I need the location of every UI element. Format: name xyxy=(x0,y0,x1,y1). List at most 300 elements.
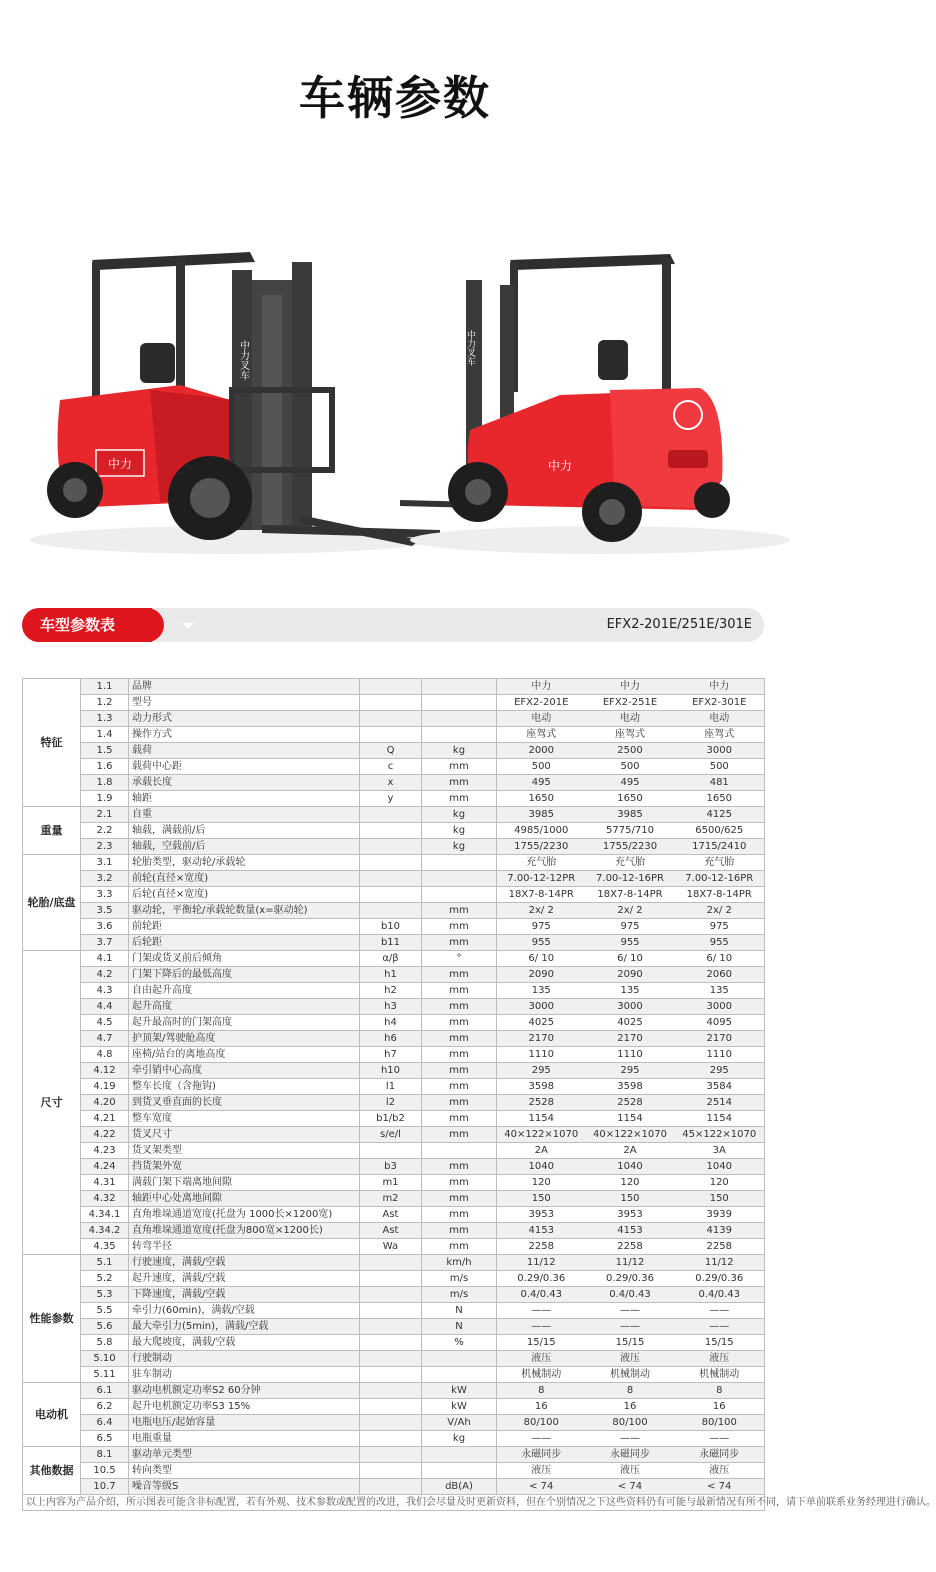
spec-table-header xyxy=(22,608,764,642)
row-number: 10.7 xyxy=(81,1479,129,1495)
row-number: 2.2 xyxy=(81,823,129,839)
value-301e: 15/15 xyxy=(675,1335,765,1351)
param-unit: ° xyxy=(422,951,497,967)
value-201e: 18X7-8-14PR xyxy=(497,887,586,903)
param-unit xyxy=(422,855,497,871)
param-name: 门架或货叉前后倾角 xyxy=(129,951,360,967)
param-name: 前轮(直径×宽度) xyxy=(129,871,360,887)
value-251e: 8 xyxy=(586,1383,675,1399)
value-201e: 15/15 xyxy=(497,1335,586,1351)
value-201e: 955 xyxy=(497,935,586,951)
value-251e: 2528 xyxy=(586,1095,675,1111)
table-row xyxy=(23,1079,765,1095)
table-row xyxy=(23,855,765,871)
param-name: 整车长度（含拖钩) xyxy=(129,1079,360,1095)
value-301e: 16 xyxy=(675,1399,765,1415)
param-name: 承载长度 xyxy=(129,775,360,791)
param-unit xyxy=(422,1351,497,1367)
table-row xyxy=(23,1031,765,1047)
param-unit xyxy=(422,727,497,743)
value-301e: 500 xyxy=(675,759,765,775)
row-number: 5.8 xyxy=(81,1335,129,1351)
row-number: 4.8 xyxy=(81,1047,129,1063)
value-251e: 3953 xyxy=(586,1207,675,1223)
row-number: 1.8 xyxy=(81,775,129,791)
value-201e: 2528 xyxy=(497,1095,586,1111)
table-row xyxy=(23,1399,765,1415)
param-name: 载荷中心距 xyxy=(129,759,360,775)
value-201e: 295 xyxy=(497,1063,586,1079)
row-number: 4.22 xyxy=(81,1127,129,1143)
param-symbol xyxy=(360,1367,422,1383)
value-251e: 0.29/0.36 xyxy=(586,1271,675,1287)
value-301e: 955 xyxy=(675,935,765,951)
mast-brand-right: 中力叉车 xyxy=(465,330,475,366)
param-unit: mm xyxy=(422,1047,497,1063)
param-symbol: h1 xyxy=(360,967,422,983)
param-name: 电瓶重量 xyxy=(129,1431,360,1447)
param-symbol: b11 xyxy=(360,935,422,951)
param-symbol xyxy=(360,1287,422,1303)
param-name: 起升高度 xyxy=(129,999,360,1015)
param-unit: mm xyxy=(422,775,497,791)
value-301e: 1154 xyxy=(675,1111,765,1127)
forklift-right xyxy=(400,254,790,554)
param-name: 挡货架外宽 xyxy=(129,1159,360,1175)
param-symbol xyxy=(360,1271,422,1287)
row-number: 6.1 xyxy=(81,1383,129,1399)
row-number: 3.5 xyxy=(81,903,129,919)
row-number: 1.6 xyxy=(81,759,129,775)
param-unit xyxy=(422,871,497,887)
forklift-left xyxy=(30,252,440,554)
value-301e: 18X7-8-14PR xyxy=(675,887,765,903)
value-301e: 液压 xyxy=(675,1351,765,1367)
value-301e: 45×122×1070 xyxy=(675,1127,765,1143)
table-row xyxy=(23,1143,765,1159)
table-row xyxy=(23,1095,765,1111)
value-201e: —— xyxy=(497,1319,586,1335)
param-name: 轴距 xyxy=(129,791,360,807)
param-symbol xyxy=(360,1255,422,1271)
param-name: 最大爬坡度，满载/空载 xyxy=(129,1335,360,1351)
value-251e: 500 xyxy=(586,759,675,775)
value-301e: 座驾式 xyxy=(675,727,765,743)
value-251e: —— xyxy=(586,1303,675,1319)
param-symbol xyxy=(360,1479,422,1495)
param-symbol: h10 xyxy=(360,1063,422,1079)
param-symbol: h4 xyxy=(360,1015,422,1031)
table-row xyxy=(23,1159,765,1175)
row-number: 4.12 xyxy=(81,1063,129,1079)
table-row xyxy=(23,727,765,743)
value-251e: 液压 xyxy=(586,1351,675,1367)
chevron-down-icon xyxy=(182,623,194,629)
param-symbol: b3 xyxy=(360,1159,422,1175)
param-symbol xyxy=(360,839,422,855)
value-251e: 机械制动 xyxy=(586,1367,675,1383)
value-201e: 0.29/0.36 xyxy=(497,1271,586,1287)
param-symbol xyxy=(360,1415,422,1431)
value-251e: 电动 xyxy=(586,711,675,727)
value-251e: 3000 xyxy=(586,999,675,1015)
table-row xyxy=(23,1191,765,1207)
value-201e: 135 xyxy=(497,983,586,999)
table-row xyxy=(23,1255,765,1271)
param-symbol: h7 xyxy=(360,1047,422,1063)
model-label: EFX2-201E/251E/301E xyxy=(606,617,752,632)
param-unit: km/h xyxy=(422,1255,497,1271)
value-201e: 2A xyxy=(497,1143,586,1159)
value-201e: —— xyxy=(497,1303,586,1319)
value-251e: 2090 xyxy=(586,967,675,983)
table-row xyxy=(23,1319,765,1335)
param-unit: mm xyxy=(422,1207,497,1223)
table-row xyxy=(23,1335,765,1351)
param-symbol xyxy=(360,1431,422,1447)
row-number: 1.4 xyxy=(81,727,129,743)
param-name: 自由起升高度 xyxy=(129,983,360,999)
param-name: 前轮距 xyxy=(129,919,360,935)
value-301e: 3000 xyxy=(675,743,765,759)
group-label: 特征 xyxy=(23,679,81,807)
param-symbol: m1 xyxy=(360,1175,422,1191)
note-row xyxy=(23,1495,765,1511)
table-row xyxy=(23,711,765,727)
param-symbol: y xyxy=(360,791,422,807)
value-301e: 1715/2410 xyxy=(675,839,765,855)
value-251e: 2500 xyxy=(586,743,675,759)
table-row xyxy=(23,695,765,711)
value-251e: 2170 xyxy=(586,1031,675,1047)
table-row xyxy=(23,1367,765,1383)
table-row xyxy=(23,743,765,759)
value-301e: —— xyxy=(675,1319,765,1335)
row-number: 4.24 xyxy=(81,1159,129,1175)
param-unit: kg xyxy=(422,743,497,759)
value-251e: 80/100 xyxy=(586,1415,675,1431)
row-number: 1.3 xyxy=(81,711,129,727)
param-symbol: c xyxy=(360,759,422,775)
param-symbol xyxy=(360,727,422,743)
value-301e: 充气胎 xyxy=(675,855,765,871)
row-number: 5.6 xyxy=(81,1319,129,1335)
value-301e: 6/ 10 xyxy=(675,951,765,967)
value-251e: 2x/ 2 xyxy=(586,903,675,919)
value-251e: 120 xyxy=(586,1175,675,1191)
value-251e: 1154 xyxy=(586,1111,675,1127)
param-unit: N xyxy=(422,1319,497,1335)
param-symbol xyxy=(360,1303,422,1319)
page-title: 车辆参数 xyxy=(299,71,491,125)
value-301e: —— xyxy=(675,1303,765,1319)
param-unit: kg xyxy=(422,807,497,823)
param-symbol xyxy=(360,807,422,823)
param-symbol: Q xyxy=(360,743,422,759)
table-row xyxy=(23,823,765,839)
value-251e: 40×122×1070 xyxy=(586,1127,675,1143)
table-row xyxy=(23,967,765,983)
value-301e: 975 xyxy=(675,919,765,935)
param-name: 起升电机额定功率S3 15% xyxy=(129,1399,360,1415)
table-row xyxy=(23,919,765,935)
param-unit: kg xyxy=(422,823,497,839)
row-number: 3.1 xyxy=(81,855,129,871)
row-number: 1.1 xyxy=(81,679,129,695)
group-label: 其他数据 xyxy=(23,1447,81,1495)
value-251e: 1755/2230 xyxy=(586,839,675,855)
param-name: 轴载，满载前/后 xyxy=(129,823,360,839)
param-unit: mm xyxy=(422,1127,497,1143)
value-301e: 150 xyxy=(675,1191,765,1207)
value-251e: 永磁同步 xyxy=(586,1447,675,1463)
value-301e: 7.00-12-16PR xyxy=(675,871,765,887)
value-251e: 495 xyxy=(586,775,675,791)
param-symbol xyxy=(360,1399,422,1415)
param-unit: m/s xyxy=(422,1271,497,1287)
value-251e: 4025 xyxy=(586,1015,675,1031)
param-unit: mm xyxy=(422,759,497,775)
param-name: 行驶制动 xyxy=(129,1351,360,1367)
table-row xyxy=(23,1271,765,1287)
body-logo-right: 中力 xyxy=(547,459,573,473)
param-symbol xyxy=(360,695,422,711)
value-301e: 2x/ 2 xyxy=(675,903,765,919)
value-201e: 11/12 xyxy=(497,1255,586,1271)
param-name: 自重 xyxy=(129,807,360,823)
value-201e: 3953 xyxy=(497,1207,586,1223)
param-name: 牵引销中心高度 xyxy=(129,1063,360,1079)
param-name: 后轮距 xyxy=(129,935,360,951)
value-201e: 3000 xyxy=(497,999,586,1015)
param-name: 操作方式 xyxy=(129,727,360,743)
param-unit xyxy=(422,887,497,903)
value-301e: 80/100 xyxy=(675,1415,765,1431)
table-row xyxy=(23,1175,765,1191)
value-301e: 3584 xyxy=(675,1079,765,1095)
value-201e: 充气胎 xyxy=(497,855,586,871)
value-201e: 4025 xyxy=(497,1015,586,1031)
value-201e: 3598 xyxy=(497,1079,586,1095)
param-name: 护顶架/驾驶舱高度 xyxy=(129,1031,360,1047)
value-201e: 机械制动 xyxy=(497,1367,586,1383)
group-label: 轮胎/底盘 xyxy=(23,855,81,951)
param-name: 轴距中心处离地间隙 xyxy=(129,1191,360,1207)
value-201e: 120 xyxy=(497,1175,586,1191)
row-number: 4.35 xyxy=(81,1239,129,1255)
row-number: 3.7 xyxy=(81,935,129,951)
table-row xyxy=(23,1303,765,1319)
row-number: 4.5 xyxy=(81,1015,129,1031)
value-251e: 295 xyxy=(586,1063,675,1079)
param-unit: mm xyxy=(422,935,497,951)
value-251e: 1110 xyxy=(586,1047,675,1063)
row-number: 5.3 xyxy=(81,1287,129,1303)
param-name: 驱动单元类型 xyxy=(129,1447,360,1463)
row-number: 1.2 xyxy=(81,695,129,711)
param-name: 转向类型 xyxy=(129,1463,360,1479)
value-251e: 液压 xyxy=(586,1463,675,1479)
value-301e: 4139 xyxy=(675,1223,765,1239)
table-row xyxy=(23,791,765,807)
param-unit: mm xyxy=(422,1175,497,1191)
value-251e: EFX2-251E xyxy=(586,695,675,711)
param-symbol xyxy=(360,1383,422,1399)
value-251e: 955 xyxy=(586,935,675,951)
value-301e: 3A xyxy=(675,1143,765,1159)
table-row xyxy=(23,1431,765,1447)
value-201e: 2x/ 2 xyxy=(497,903,586,919)
table-row xyxy=(23,1015,765,1031)
row-number: 4.34.2 xyxy=(81,1223,129,1239)
param-symbol: l1 xyxy=(360,1079,422,1095)
param-unit: mm xyxy=(422,1239,497,1255)
row-number: 4.31 xyxy=(81,1175,129,1191)
param-name: 起升最高时的门架高度 xyxy=(129,1015,360,1031)
value-201e: 中力 xyxy=(497,679,586,695)
value-251e: 135 xyxy=(586,983,675,999)
value-251e: 充气胎 xyxy=(586,855,675,871)
value-301e: 1650 xyxy=(675,791,765,807)
group-label: 电动机 xyxy=(23,1383,81,1447)
spec-table xyxy=(22,678,936,1511)
param-symbol: l2 xyxy=(360,1095,422,1111)
param-name: 牵引力(60min)，满载/空载 xyxy=(129,1303,360,1319)
table-row xyxy=(23,1111,765,1127)
row-number: 3.6 xyxy=(81,919,129,935)
value-301e: 3000 xyxy=(675,999,765,1015)
row-number: 5.2 xyxy=(81,1271,129,1287)
param-unit xyxy=(422,1447,497,1463)
value-251e: 5775/710 xyxy=(586,823,675,839)
param-name: 噪音等级S xyxy=(129,1479,360,1495)
param-unit: mm xyxy=(422,1159,497,1175)
param-symbol xyxy=(360,903,422,919)
table-row xyxy=(23,951,765,967)
value-301e: 液压 xyxy=(675,1463,765,1479)
group-label: 尺寸 xyxy=(23,951,81,1255)
value-251e: 15/15 xyxy=(586,1335,675,1351)
param-name: 整车宽度 xyxy=(129,1111,360,1127)
value-301e: 2514 xyxy=(675,1095,765,1111)
param-unit: mm xyxy=(422,903,497,919)
param-name: 直角堆垛通道宽度(托盘为800宽×1200长) xyxy=(129,1223,360,1239)
param-unit: kW xyxy=(422,1399,497,1415)
row-number: 4.34.1 xyxy=(81,1207,129,1223)
row-number: 1.5 xyxy=(81,743,129,759)
value-301e: 1040 xyxy=(675,1159,765,1175)
table-row xyxy=(23,983,765,999)
row-number: 4.3 xyxy=(81,983,129,999)
value-201e: 7.00-12-12PR xyxy=(497,871,586,887)
param-unit: mm xyxy=(422,967,497,983)
value-301e: 11/12 xyxy=(675,1255,765,1271)
param-unit: mm xyxy=(422,919,497,935)
table-row xyxy=(23,1415,765,1431)
row-number: 4.23 xyxy=(81,1143,129,1159)
row-number: 4.7 xyxy=(81,1031,129,1047)
param-name: 轮胎类型，驱动轮/承载轮 xyxy=(129,855,360,871)
param-unit: mm xyxy=(422,1223,497,1239)
param-name: 驻车制动 xyxy=(129,1367,360,1383)
value-251e: 6/ 10 xyxy=(586,951,675,967)
row-number: 2.3 xyxy=(81,839,129,855)
param-unit: mm xyxy=(422,983,497,999)
param-unit: kW xyxy=(422,1383,497,1399)
value-201e: 495 xyxy=(497,775,586,791)
table-row xyxy=(23,1383,765,1399)
value-201e: 2170 xyxy=(497,1031,586,1047)
param-symbol xyxy=(360,1335,422,1351)
param-name: 门架下降后的最低高度 xyxy=(129,967,360,983)
table-row xyxy=(23,1223,765,1239)
row-number: 4.21 xyxy=(81,1111,129,1127)
value-301e: 481 xyxy=(675,775,765,791)
row-number: 5.5 xyxy=(81,1303,129,1319)
table-row xyxy=(23,871,765,887)
table-row xyxy=(23,839,765,855)
param-unit xyxy=(422,711,497,727)
row-number: 10.5 xyxy=(81,1463,129,1479)
value-201e: 1755/2230 xyxy=(497,839,586,855)
param-name: 后轮(直径×宽度) xyxy=(129,887,360,903)
value-201e: < 74 xyxy=(497,1479,586,1495)
mast-brand-left: 中力叉车 xyxy=(237,340,249,380)
row-number: 5.11 xyxy=(81,1367,129,1383)
param-symbol xyxy=(360,1143,422,1159)
value-251e: 2A xyxy=(586,1143,675,1159)
table-row xyxy=(23,775,765,791)
param-unit: kg xyxy=(422,1431,497,1447)
value-201e: 0.4/0.43 xyxy=(497,1287,586,1303)
param-name: 动力形式 xyxy=(129,711,360,727)
table-row xyxy=(23,807,765,823)
param-symbol: s/e/l xyxy=(360,1127,422,1143)
value-251e: —— xyxy=(586,1319,675,1335)
value-301e: 2060 xyxy=(675,967,765,983)
table-row xyxy=(23,1479,765,1495)
value-251e: 2258 xyxy=(586,1239,675,1255)
param-name: 转弯半径 xyxy=(129,1239,360,1255)
value-201e: 150 xyxy=(497,1191,586,1207)
value-251e: 0.4/0.43 xyxy=(586,1287,675,1303)
value-301e: 永磁同步 xyxy=(675,1447,765,1463)
param-unit: mm xyxy=(422,1063,497,1079)
param-symbol: α/β xyxy=(360,951,422,967)
value-201e: EFX2-201E xyxy=(497,695,586,711)
value-251e: < 74 xyxy=(586,1479,675,1495)
param-symbol xyxy=(360,1351,422,1367)
param-unit: mm xyxy=(422,1079,497,1095)
param-symbol: h2 xyxy=(360,983,422,999)
param-symbol xyxy=(360,855,422,871)
value-201e: 8 xyxy=(497,1383,586,1399)
value-201e: 1650 xyxy=(497,791,586,807)
param-symbol xyxy=(360,1463,422,1479)
table-row xyxy=(23,1351,765,1367)
value-251e: 座驾式 xyxy=(586,727,675,743)
param-unit: mm xyxy=(422,1191,497,1207)
value-201e: 16 xyxy=(497,1399,586,1415)
section-label: 车型参数表 xyxy=(22,608,152,642)
value-301e: 2258 xyxy=(675,1239,765,1255)
value-301e: < 74 xyxy=(675,1479,765,1495)
value-301e: 8 xyxy=(675,1383,765,1399)
param-symbol: h3 xyxy=(360,999,422,1015)
param-symbol: b1/b2 xyxy=(360,1111,422,1127)
param-name: 直角堆垛通道宽度(托盘为 1000长×1200宽) xyxy=(129,1207,360,1223)
row-number: 1.9 xyxy=(81,791,129,807)
